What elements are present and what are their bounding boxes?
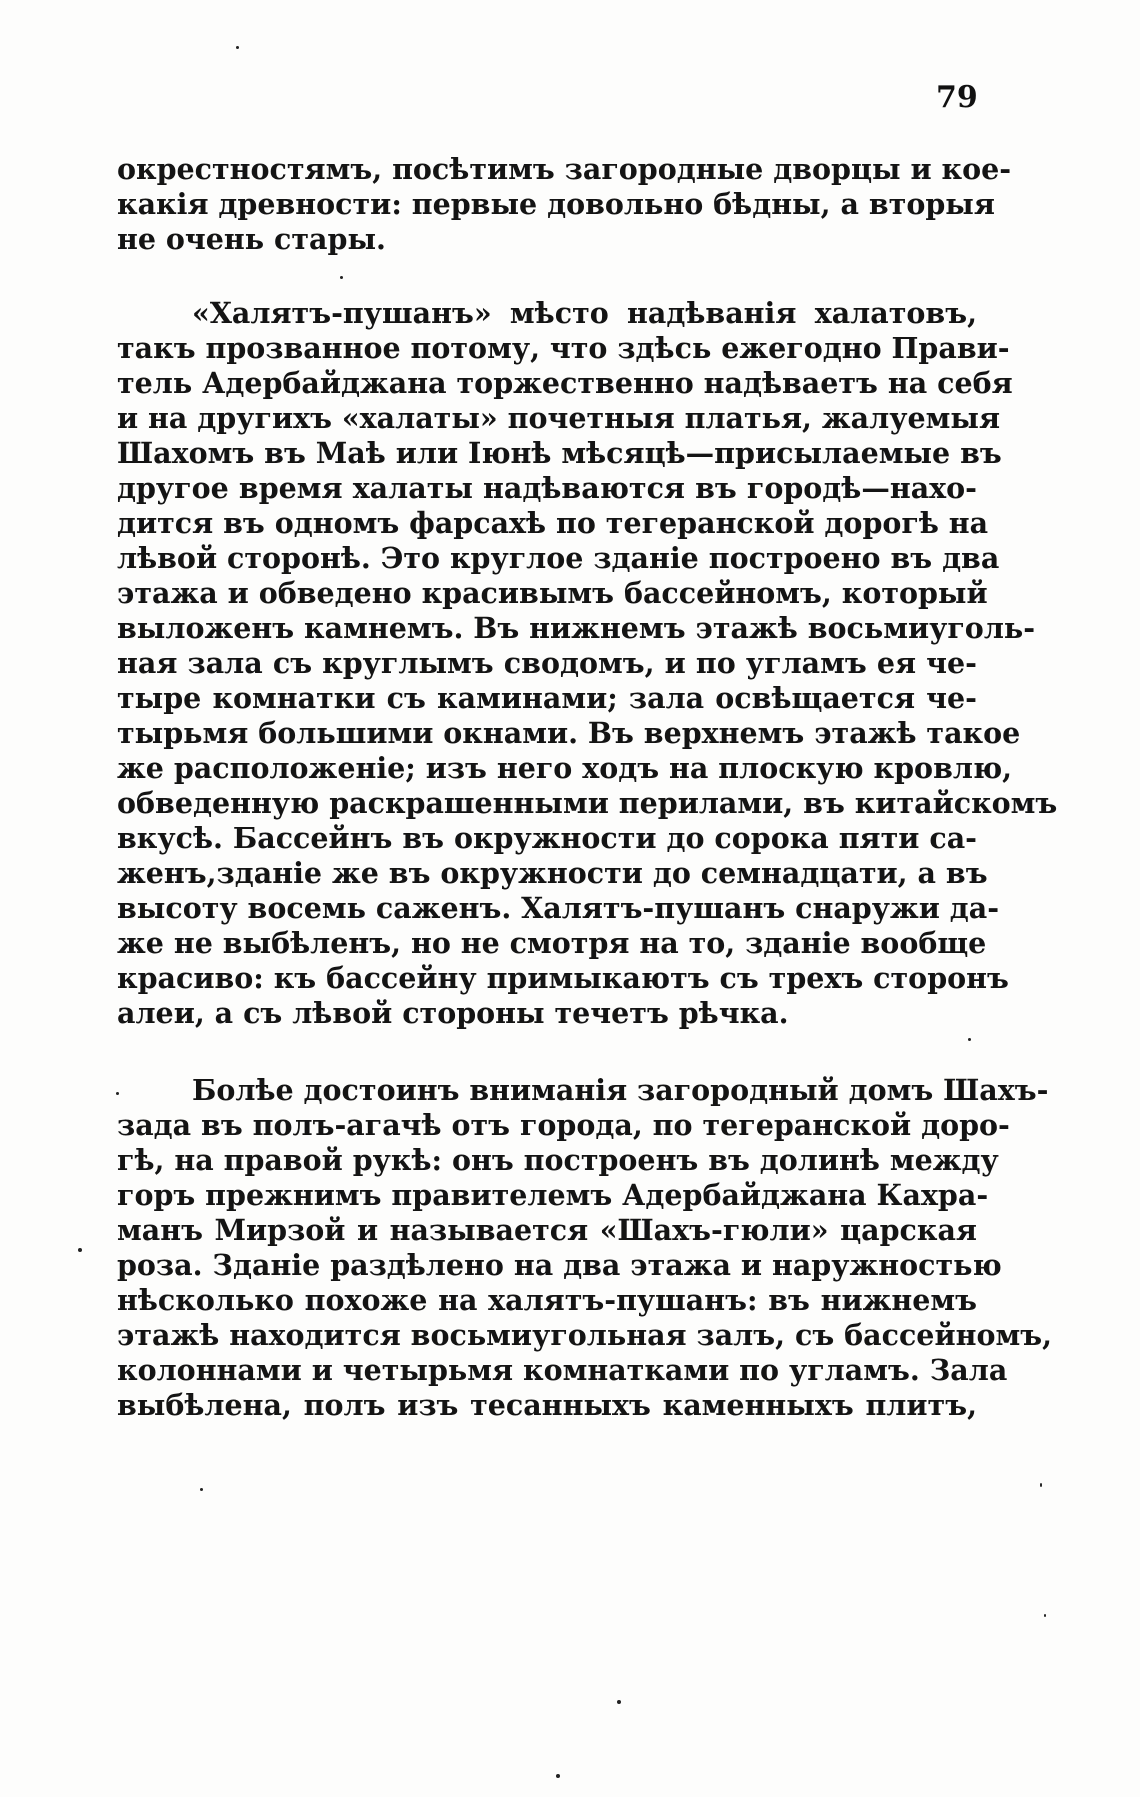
- page-number: 79: [936, 80, 978, 115]
- text-line: нѣсколько похоже на халятъ-пушанъ: въ нижнемъ: [117, 1283, 977, 1317]
- text-line: и на другихъ «халаты» почетныя платья, жалуемыя: [117, 401, 1000, 435]
- text-line: окрестностямъ, посѣтимъ загородные дворцы и кое-: [117, 152, 1012, 186]
- paragraph-2: [117, 296, 1058, 1031]
- text-line: манъ Мирзой и называется «Шахъ-гюли» царская: [117, 1213, 977, 1247]
- text-line: выложенъ камнемъ. Въ нижнемъ этажѣ восьмиуголь-: [117, 611, 1036, 645]
- text-line: тыре комнатки съ каминами; зала освѣщается че-: [117, 681, 977, 715]
- scan-speck: [236, 46, 239, 49]
- text-line: же не выбѣленъ, но не смотря на то, зданіе вообще: [117, 926, 987, 960]
- text-line: алеи, а съ лѣвой стороны течетъ рѣчка.: [117, 996, 789, 1030]
- text-line: высоту восемь саженъ. Халятъ-пушанъ снаружи да-: [117, 891, 1000, 925]
- text-line: красиво: къ бассейну примыкаютъ съ трехъ сторонъ: [117, 961, 1009, 995]
- scan-speck: [340, 276, 343, 279]
- text-line: этажѣ находится восьмиугольная залъ, съ бассейномъ,: [117, 1318, 1052, 1352]
- scan-speck: [116, 1092, 119, 1095]
- text-line: тель Адербайджана торжественно надѣваетъ на себя: [117, 366, 1013, 400]
- text-line: Шахомъ въ Маѣ или Іюнѣ мѣсяцѣ—присылаемые въ: [117, 436, 1002, 470]
- text-line: такъ прозванное потому, что здѣсь ежегодно Прави-: [117, 331, 1010, 365]
- scan-speck: [1044, 1614, 1046, 1617]
- text-line: не очень стары.: [117, 222, 386, 256]
- scan-speck: [968, 1038, 971, 1041]
- text-line: женъ,зданіе же въ окружности до семнадцати, а въ: [117, 856, 988, 890]
- scan-speck: [1040, 1483, 1042, 1487]
- text-line: зада въ полъ-агачѣ отъ города, по тегеранской доро-: [117, 1108, 1010, 1142]
- text-line: обведенную раскрашенными перилами, въ китайскомъ: [117, 786, 1058, 820]
- text-line: какія древности: первые довольно бѣдны, а вторыя: [117, 187, 995, 221]
- text-line: «Халятъ-пушанъ» мѣсто надѣванія халатовъ,: [192, 296, 977, 330]
- paragraph-3: [117, 1073, 1052, 1423]
- text-line: дится въ одномъ фарсахѣ по тегеранской дорогѣ на: [117, 506, 989, 540]
- text-line: роза. Зданіе раздѣлено на два этажа и наружностью: [117, 1248, 1002, 1282]
- text-line: выбѣлена, полъ изъ тесанныхъ каменныхъ плитъ,: [117, 1388, 977, 1422]
- scan-speck: [617, 1700, 621, 1704]
- scan-speck: [556, 1774, 560, 1778]
- scan-speck: [200, 1488, 203, 1491]
- text-line: ная зала съ круглымъ сводомъ, и по угламъ ея че-: [117, 646, 977, 680]
- text-line: другое время халаты надѣваются въ городѣ—нахо-: [117, 471, 977, 505]
- text-line: вкусѣ. Бассейнъ въ окружности до сорока пяти са-: [117, 821, 977, 855]
- text-line: лѣвой сторонѣ. Это круглое зданіе построено въ два: [117, 541, 1000, 575]
- paragraph-1: [117, 152, 1012, 257]
- text-line: этажа и обведено красивымъ бассейномъ, который: [117, 576, 988, 610]
- text-line: же расположеніе; изъ него ходъ на плоскую кровлю,: [117, 751, 1013, 785]
- text-line: горъ прежнимъ правителемъ Адербайджана Кахра-: [117, 1178, 989, 1212]
- text-line: Болѣе достоинъ вниманія загородный домъ Шахъ-: [192, 1073, 1049, 1107]
- text-line: тырьмя большими окнами. Въ верхнемъ этажѣ такое: [117, 716, 1021, 750]
- text-line: гѣ, на правой рукѣ: онъ построенъ въ долинѣ между: [117, 1143, 999, 1177]
- text-line: колоннами и четырьмя комнатками по угламъ. Зала: [117, 1353, 1008, 1387]
- scan-speck: [78, 1248, 82, 1252]
